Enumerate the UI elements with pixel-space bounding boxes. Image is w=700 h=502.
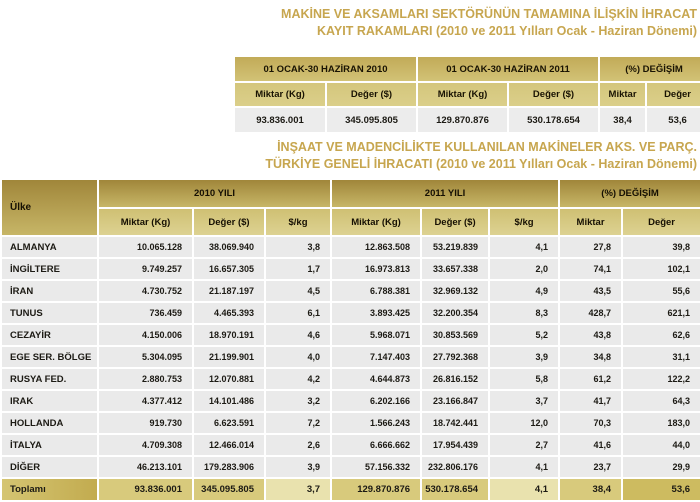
value-cell: 4,0 [266,347,330,367]
table-row [2,391,700,411]
summary-sub-header-row [235,83,700,106]
value-cell: 17.954.439 [422,435,488,455]
value-cell: 122,2 [623,369,700,389]
value-cell: 21.199.901 [194,347,264,367]
value-cell: 621,1 [623,303,700,323]
value-cell: 41,7 [560,391,621,411]
value-cell: 919.730 [99,413,192,433]
value-cell: 3,9 [266,457,330,477]
table-row [2,281,700,301]
detail-group-2011: 2011 YILI [332,180,558,207]
value-cell: 38.069.940 [194,237,264,257]
value-cell: 32.969.132 [422,281,488,301]
table-row [2,435,700,455]
value-cell: 12,0 [490,413,558,433]
summary-group-header-row [235,57,700,81]
value-cell: 41,6 [560,435,621,455]
country-cell: CEZAYİR [2,325,97,345]
table-row [2,237,700,257]
value-cell: 232.806.176 [422,457,488,477]
value-cell: 34,8 [560,347,621,367]
value-cell: 27.792.368 [422,347,488,367]
value-cell: 3,9 [490,347,558,367]
table-row [2,303,700,323]
title2-line2: TÜRKİYE GENELİ İHRACATI (2010 ve 2011 Yılları Ocak - Haziran Dönemi) [265,157,697,171]
value-cell: 2,7 [490,435,558,455]
country-cell: İNGİLTERE [2,259,97,279]
summary-header-miktar-pct: Miktar [608,89,637,100]
summary-header-deger-2010: Değer ($) [350,89,393,100]
total-label: Toplamı [2,479,97,500]
summary-header-miktar-2010: Miktar (Kg) [255,89,305,100]
value-cell: 2,0 [490,259,558,279]
summary-value-cell: 129.870.876 [418,108,507,132]
detail-header-miktar-2011: Miktar (Kg) [332,209,420,235]
total-value-cell: 530.178.654 [422,479,488,500]
value-cell: 16.657.305 [194,259,264,279]
table-row [2,457,700,477]
title1-line2: KAYIT RAKAMLARI (2010 ve 2011 Yılları Ocak - Haziran Dönemi) [317,24,697,38]
total-value-cell: 3,7 [266,479,330,500]
value-cell: 10.065.128 [99,237,192,257]
value-cell: 6.202.166 [332,391,420,411]
value-cell: 26.816.152 [422,369,488,389]
summary-group-2011: 01 OCAK-30 HAZİRAN 2011 [446,63,570,75]
value-cell: 64,3 [623,391,700,411]
value-cell: 5.968.071 [332,325,420,345]
detail-header-usdkg-2011: $/kg [490,209,558,235]
value-cell: 4.730.752 [99,281,192,301]
value-cell: 46.213.101 [99,457,192,477]
country-cell: TUNUS [2,303,97,323]
summary-value-cell: 530.178.654 [509,108,598,132]
value-cell: 4.644.873 [332,369,420,389]
value-cell: 5,8 [490,369,558,389]
country-cell: EGE SER. BÖLGE [2,347,97,367]
value-cell: 23,7 [560,457,621,477]
value-cell: 4.150.006 [99,325,192,345]
country-cell: RUSYA FED. [2,369,97,389]
value-cell: 12.863.508 [332,237,420,257]
detail-header-deger-2010: Değer ($) [194,209,264,235]
value-cell: 7,2 [266,413,330,433]
detail-header-miktar-pct: Miktar [560,209,621,235]
value-cell: 428,7 [560,303,621,323]
value-cell: 4,6 [266,325,330,345]
total-value-cell: 4,1 [490,479,558,500]
summary-group-change: (%) DEĞİŞİM [625,63,683,75]
value-cell: 2.880.753 [99,369,192,389]
value-cell: 62,6 [623,325,700,345]
value-cell: 30.853.569 [422,325,488,345]
value-cell: 31,1 [623,347,700,367]
summary-group-2010: 01 OCAK-30 HAZİRAN 2010 [263,63,388,75]
value-cell: 8,3 [490,303,558,323]
value-cell: 55,6 [623,281,700,301]
value-cell: 4,2 [266,369,330,389]
country-column-header: Ülke [2,180,97,235]
value-cell: 2,6 [266,435,330,455]
value-cell: 9.749.257 [99,259,192,279]
value-cell: 183,0 [623,413,700,433]
country-export-table [0,178,700,502]
table-row [2,259,700,279]
value-cell: 53.219.839 [422,237,488,257]
value-cell: 18.970.191 [194,325,264,345]
country-cell: IRAK [2,391,97,411]
value-cell: 7.147.403 [332,347,420,367]
summary-value-cell: 345.095.805 [327,108,416,132]
value-cell: 4,5 [266,281,330,301]
table-row [2,347,700,367]
summary-header-miktar-2011: Miktar (Kg) [437,89,488,100]
total-value-cell: 53,6 [623,479,700,500]
value-cell: 4,9 [490,281,558,301]
value-cell: 32.200.354 [422,303,488,323]
detail-sub-header-row [2,209,700,235]
value-cell: 5.304.095 [99,347,192,367]
total-value-cell: 38,4 [560,479,621,500]
country-cell: HOLLANDA [2,413,97,433]
value-cell: 3,2 [266,391,330,411]
value-cell: 16.973.813 [332,259,420,279]
value-cell: 27,8 [560,237,621,257]
title2-line1: İNŞAAT VE MADENCİLİKTE KULLANILAN MAKİNELER AKS. VE PARÇ. [277,140,697,154]
value-cell: 18.742.441 [422,413,488,433]
value-cell: 57.156.332 [332,457,420,477]
country-cell: İRAN [2,281,97,301]
value-cell: 43,8 [560,325,621,345]
value-cell: 6.623.591 [194,413,264,433]
report-title-construction-machinery [265,139,697,173]
value-cell: 29,9 [623,457,700,477]
summary-value-cell: 93.836.001 [235,108,325,132]
detail-header-deger-2011: Değer ($) [422,209,488,235]
value-cell: 4.465.393 [194,303,264,323]
value-cell: 3,8 [266,237,330,257]
value-cell: 102,1 [623,259,700,279]
summary-value-cell: 53,6 [647,108,700,132]
value-cell: 4.709.308 [99,435,192,455]
value-cell: 33.657.338 [422,259,488,279]
country-cell: DİĞER [2,457,97,477]
title1-line1: MAKİNE VE AKSAMLARI SEKTÖRÜNÜN TAMAMINA İLİŞKİN İHRACAT [281,7,697,21]
value-cell: 70,3 [560,413,621,433]
value-cell: 14.101.486 [194,391,264,411]
value-cell: 5,2 [490,325,558,345]
value-cell: 23.166.847 [422,391,488,411]
detail-group-change: (%) DEĞİŞİM [560,180,700,207]
report-title-machinery-sector [281,6,697,40]
detail-header-deger-pct: Değer [623,209,700,235]
detail-group-2010: 2010 YILI [99,180,330,207]
summary-header-deger-2011: Değer ($) [532,89,575,100]
summary-values-row [235,108,700,132]
value-cell: 39,8 [623,237,700,257]
detail-header-usdkg-2010: $/kg [266,209,330,235]
value-cell: 43,5 [560,281,621,301]
value-cell: 6,1 [266,303,330,323]
value-cell: 1.566.243 [332,413,420,433]
country-cell: İTALYA [2,435,97,455]
value-cell: 6.788.381 [332,281,420,301]
value-cell: 736.459 [99,303,192,323]
table-row [2,369,700,389]
total-row [2,479,700,500]
value-cell: 4,1 [490,237,558,257]
country-cell: ALMANYA [2,237,97,257]
value-cell: 6.666.662 [332,435,420,455]
value-cell: 61,2 [560,369,621,389]
value-cell: 3,7 [490,391,558,411]
value-cell: 12.466.014 [194,435,264,455]
total-value-cell: 345.095.805 [194,479,264,500]
total-value-cell: 129.870.876 [332,479,420,500]
value-cell: 21.187.197 [194,281,264,301]
detail-header-miktar-2010: Miktar (Kg) [99,209,192,235]
summary-header-deger-pct: Değer [664,89,691,100]
value-cell: 74,1 [560,259,621,279]
value-cell: 4,1 [490,457,558,477]
value-cell: 4.377.412 [99,391,192,411]
detail-group-header-row [2,180,700,207]
table-row [2,325,700,345]
total-value-cell: 93.836.001 [99,479,192,500]
value-cell: 12.070.881 [194,369,264,389]
table-row [2,413,700,433]
value-cell: 44,0 [623,435,700,455]
summary-value-cell: 38,4 [600,108,645,132]
value-cell: 3.893.425 [332,303,420,323]
value-cell: 179.283.906 [194,457,264,477]
summary-export-table [233,55,700,134]
value-cell: 1,7 [266,259,330,279]
